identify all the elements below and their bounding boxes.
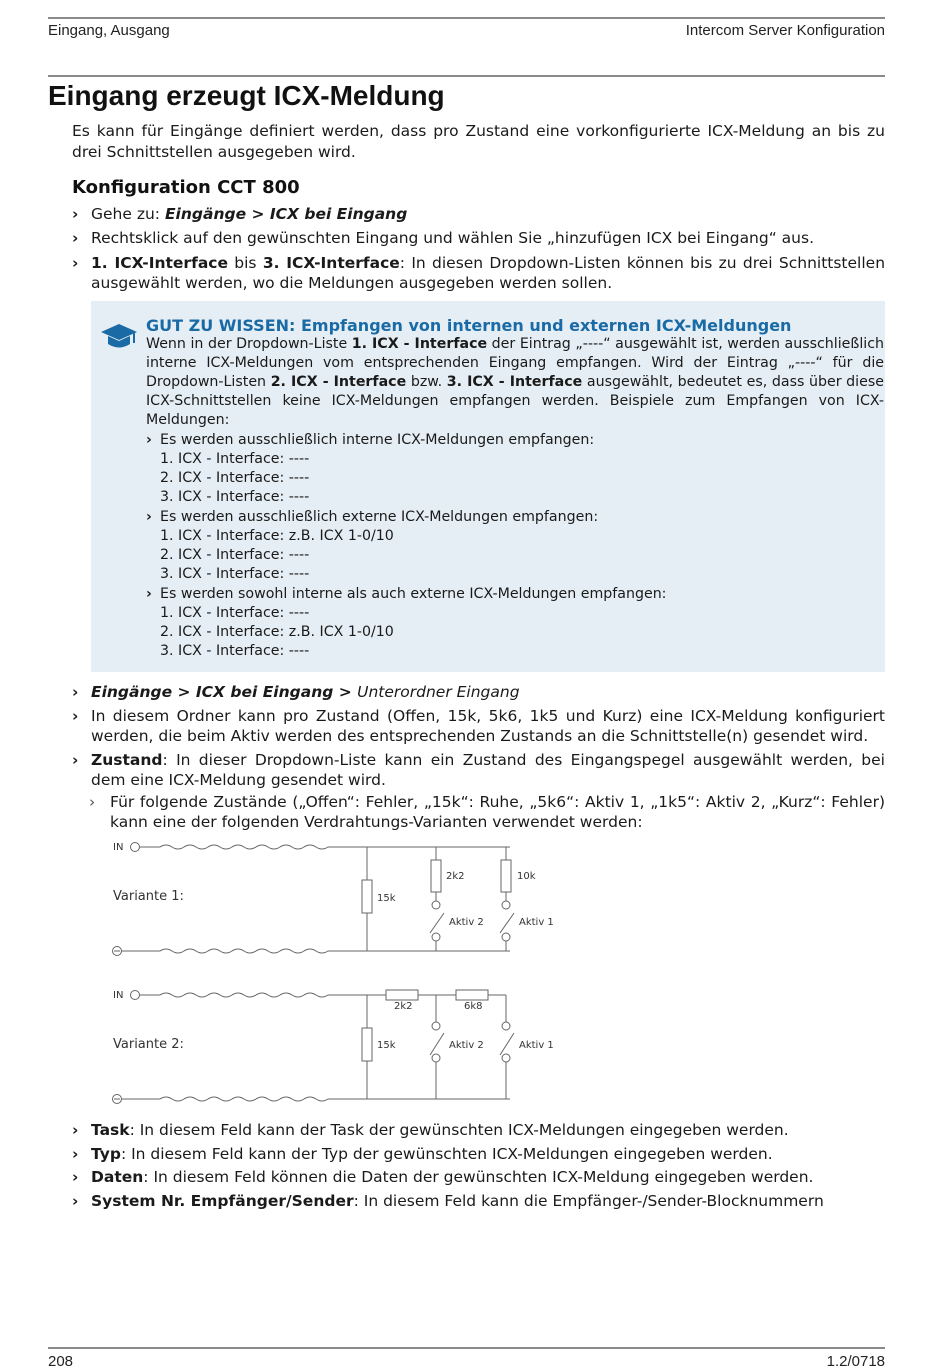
- list-item: [72, 1191, 885, 1212]
- example-item: [146, 508, 884, 527]
- page-number: 208: [48, 1353, 74, 1370]
- chevron-right-icon: ›: [146, 509, 152, 525]
- chevron-right-icon: ›: [72, 683, 79, 701]
- resistor-2k2-v2: [386, 990, 418, 1000]
- example-item: [146, 585, 884, 604]
- switch-label: Aktiv 2: [449, 1040, 484, 1051]
- section-title: Konfiguration CCT 800: [72, 177, 300, 198]
- info-content: [146, 316, 884, 661]
- info-text: [146, 335, 884, 430]
- list-item: [72, 253, 885, 294]
- bold-term: 3. ICX-Interface: [262, 253, 400, 272]
- zustand-text: : In dieser Dropdown-Liste kann ein Zustand des Eingangspegel ausgewählt werden, bei dem eine ICX-Meldung gesendet wird.: [91, 750, 885, 789]
- resistor-15k: [362, 880, 372, 913]
- chevron-right-icon: ›: [72, 1121, 79, 1139]
- bold-term: Daten: [91, 1168, 144, 1186]
- chevron-right-icon: ›: [72, 204, 79, 223]
- switch-label: Aktiv 1: [519, 1040, 554, 1051]
- step-text: Rechtsklick auf den gewünschten Eingang und wählen Sie „hinzufügen ICX bei Eingang“ aus.: [91, 229, 815, 247]
- graduation-cap-icon: [99, 321, 139, 351]
- example-line: 3. ICX - Interface: ----: [160, 566, 310, 582]
- list-item: [72, 1144, 885, 1165]
- example-title: Es werden ausschließlich externe ICX-Meldungen empfangen:: [160, 509, 599, 525]
- list-item: [72, 1120, 885, 1141]
- folder-block: [72, 682, 885, 833]
- switch-label: Aktiv 1: [519, 917, 554, 928]
- in-terminal: [131, 843, 140, 852]
- info-text-part: ausgewählt, bedeutet es, dass über diese ICX-Schnittstellen keine ICX-Meldungen empfangen werden. Beispiele zum Empfangen von ICX-Meldungen:: [146, 374, 884, 428]
- list-item: [72, 204, 885, 225]
- list-item: [72, 682, 885, 703]
- example-line: 3. ICX - Interface: ----: [160, 489, 310, 505]
- info-heading: GUT ZU WISSEN: Empfangen von internen und externen ICX-Meldungen: [146, 316, 792, 335]
- example-item: [146, 431, 884, 450]
- chevron-right-icon: ›: [146, 586, 152, 602]
- bold-term: Typ: [91, 1144, 121, 1163]
- resistor-2k2: [431, 860, 441, 892]
- bold-term: 1. ICX - Interface: [351, 336, 488, 352]
- chevron-right-icon: ›: [72, 706, 79, 725]
- list-item: [72, 1167, 885, 1188]
- footer-rule: [48, 1347, 885, 1349]
- resistor-6k8: [456, 990, 488, 1000]
- page-title: Eingang erzeugt ICX-Meldung: [48, 80, 445, 111]
- example-line: 3. ICX - Interface: ----: [160, 643, 310, 659]
- step-text: Gehe zu:: [91, 204, 165, 223]
- field-text: : In diesem Feld kann der Task der gewünschten ICX-Meldungen eingegeben werden.: [129, 1121, 789, 1139]
- field-text: : In diesem Feld kann die Empfänger-/Sender-Blocknummern: [353, 1191, 824, 1210]
- example-title: Es werden sowohl interne als auch externe ICX-Meldungen empfangen:: [160, 586, 667, 602]
- bold-term: Task: [91, 1121, 130, 1139]
- step-text: bis: [227, 253, 263, 272]
- resistor-label: 2k2: [446, 871, 465, 882]
- bold-term: System Nr. Empfänger/Sender: [91, 1191, 354, 1210]
- resistor-label: 15k: [377, 893, 396, 904]
- resistor-label: 15k: [377, 1040, 396, 1051]
- list-item: [72, 228, 885, 249]
- intro-block: [72, 121, 885, 294]
- wiring-diagram: [100, 835, 570, 1110]
- example-title: Es werden ausschließlich interne ICX-Meldungen empfangen:: [160, 432, 595, 448]
- list-item: [72, 706, 885, 747]
- intro-text: Es kann für Eingänge definiert werden, dass pro Zustand eine vorkonfigurierte ICX-Meldung an bis zu drei Schnittstellen ausgegeben wird.: [72, 122, 885, 161]
- menu-path: Eingänge > ICX bei Eingang >: [91, 683, 358, 701]
- field-text: : In diesem Feld können die Daten der gewünschten ICX-Meldung eingegeben werden.: [143, 1168, 814, 1186]
- variant-label: Variante 2:: [113, 1037, 184, 1052]
- example-line: 1. ICX - Interface: ----: [160, 451, 310, 467]
- menu-path: Eingänge > ICX bei Eingang: [164, 204, 408, 223]
- example-line: 1. ICX - Interface: z.B. ICX 1-0/10: [160, 528, 394, 544]
- chevron-right-icon: ›: [72, 750, 79, 769]
- resistor-label: 6k8: [464, 1001, 483, 1012]
- resistor-label: 2k2: [394, 1001, 413, 1012]
- in-label: IN: [113, 842, 124, 853]
- chevron-right-icon: ›: [72, 1144, 79, 1163]
- chevron-outline-icon: ›: [89, 792, 96, 811]
- list-item: [72, 750, 885, 791]
- chevron-right-icon: ›: [146, 432, 152, 448]
- chevron-right-icon: ›: [72, 1168, 79, 1186]
- info-text-part: bzw.: [406, 374, 447, 390]
- switch-label: Aktiv 2: [449, 917, 484, 928]
- in-label: IN: [113, 990, 124, 1001]
- info-text-part: Wenn in der Dropdown-Liste: [146, 336, 352, 352]
- sub-list-item: [72, 792, 885, 833]
- variant-label: Variante 1:: [113, 889, 184, 904]
- example-line: 2. ICX - Interface: ----: [160, 470, 310, 486]
- chevron-right-icon: ›: [72, 229, 79, 247]
- info-box: [91, 301, 885, 672]
- doc-version: 1.2/0718: [826, 1353, 885, 1370]
- menu-path-sub: Unterordner Eingang: [357, 683, 520, 701]
- chevron-right-icon: ›: [72, 253, 79, 272]
- fields-block: [72, 1120, 885, 1211]
- field-text: : In diesem Feld kann der Typ der gewünschten ICX-Meldungen eingegeben werden.: [120, 1144, 773, 1163]
- info-text-part: der Eintrag „----“ ausgewählt ist, werden ausschließlich interne ICX-Meldungen vom entsprechenden Eingang empfangen. Wird der Eintrag „----“ für die Dropdown-Listen: [146, 336, 884, 390]
- sub-text: Für folgende Zustände („Offen“: Fehler, „15k“: Ruhe, „5k6“: Aktiv 1, „1k5“: Aktiv 2, „Kurz“: Fehler) kann eine der folgenden Verdrahtungs-Varianten verwendet werden:: [110, 792, 885, 831]
- resistor-label: 10k: [517, 871, 536, 882]
- top-rule: [48, 17, 885, 19]
- bold-term: 2. ICX - Interface: [270, 374, 407, 390]
- bold-term: 3. ICX - Interface: [446, 374, 583, 390]
- header-rule: [48, 75, 885, 77]
- resistor-10k: [501, 860, 511, 892]
- example-line: 2. ICX - Interface: ----: [160, 547, 310, 563]
- example-line: 1. ICX - Interface: ----: [160, 605, 310, 621]
- bold-term: Zustand: [91, 750, 163, 769]
- chevron-right-icon: ›: [72, 1191, 79, 1210]
- folder-text: In diesem Ordner kann pro Zustand (Offen, 15k, 5k6, 1k5 und Kurz) eine ICX-Meldung konfiguriert werden, die beim Aktiv werden des entsprechenden Zustands an die Schnittstelle(n) gesendet wird.: [91, 706, 885, 745]
- example-line: 2. ICX - Interface: z.B. ICX 1-0/10: [160, 624, 394, 640]
- resistor-15k-v2: [362, 1028, 372, 1061]
- header-right: Intercom Server Konfiguration: [685, 22, 885, 39]
- bold-term: 1. ICX-Interface: [91, 253, 228, 272]
- header-left: Eingang, Ausgang: [48, 22, 170, 39]
- step-text: : In diesen Dropdown-Listen können bis zu drei Schnittstellen ausgewählt werden, wo die Meldungen ausgegeben werden sollen.: [91, 253, 886, 292]
